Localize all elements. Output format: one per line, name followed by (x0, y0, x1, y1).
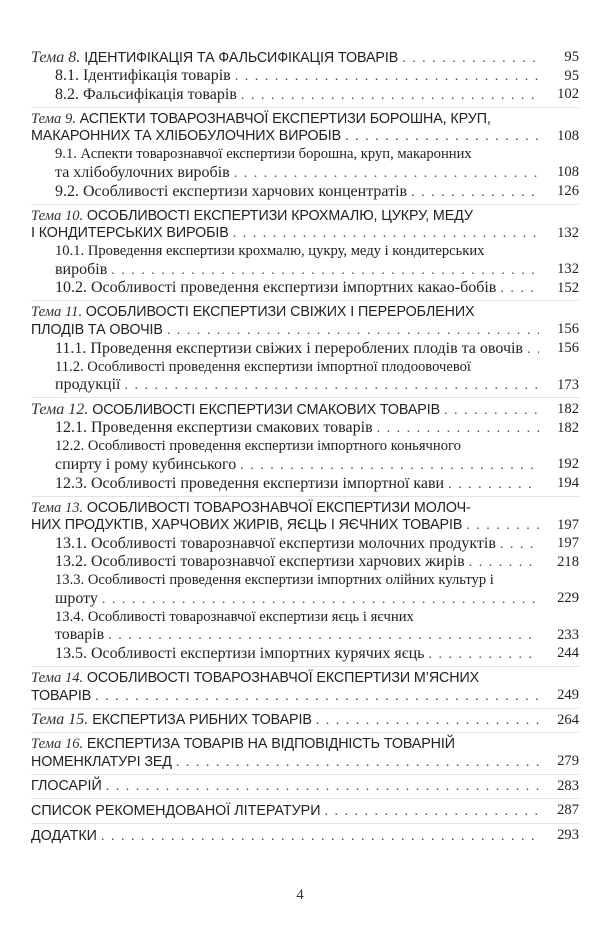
subsection-title-line: 12.2. Особливості проведення експертизи імпортного коньячного (55, 438, 461, 455)
page-number: 95 (564, 67, 579, 84)
toc-group-topic-15 (31, 709, 579, 734)
toc-entry-subsection[interactable] (31, 644, 579, 663)
toc-entry-topic[interactable] (31, 669, 579, 705)
toc-entry-topic[interactable] (31, 735, 579, 771)
toc-entry-subsection[interactable] (31, 608, 579, 645)
bibliography-title: СПИСОК РЕКОМЕНДОВАНОЇ ЛІТЕРАТУРИ (31, 803, 321, 820)
page-number: 197 (557, 516, 579, 533)
page-number: 283 (557, 777, 579, 794)
subsection-title-line: товарів (55, 626, 105, 644)
page-number: 156 (557, 321, 579, 338)
toc-group-topic-12 (31, 398, 579, 496)
page-number: 126 (557, 182, 579, 199)
dot-leader (527, 342, 539, 358)
dot-leader (241, 88, 539, 104)
toc-entry-subsection[interactable] (31, 419, 579, 438)
toc-entry-subsection[interactable] (31, 534, 579, 553)
topic-title-line: ОСОБЛИВОСТІ ТОВАРОЗНАВЧОЇ ЕКСПЕРТИЗИ МОЛОЧ- (86, 499, 471, 516)
dot-leader (345, 129, 539, 145)
toc-group-topic-11 (31, 301, 579, 398)
subsection-title: 12.1. Проведення експертизи смакових товарів (55, 419, 373, 437)
toc-entry-subsection[interactable] (31, 182, 579, 201)
page-number: 132 (557, 261, 579, 278)
dot-leader (469, 555, 539, 571)
toc-entry-topic[interactable] (31, 303, 579, 339)
topic-label: Тема 11. (31, 304, 83, 321)
toc-entry-subsection[interactable] (31, 339, 579, 358)
toc-group-topic-9 (31, 108, 579, 205)
page-number: 102 (557, 86, 579, 103)
dot-leader (234, 166, 539, 182)
dot-leader (402, 51, 539, 67)
toc-entry-subsection[interactable] (31, 85, 579, 104)
dot-leader (111, 263, 539, 279)
subsection-title: 13.2. Особливості товарознавчої експертизи харчових жирів (55, 553, 465, 571)
toc-group-glossary (31, 775, 579, 800)
toc-group-topic-13 (31, 497, 579, 668)
topic-title-line: НОМЕНКЛАТУРІ ЗЕД (31, 753, 172, 770)
page-number: 95 (564, 49, 579, 65)
dot-leader (101, 829, 539, 845)
topic-title: ІДЕНТИФІКАЦІЯ ТА ФАЛЬСИФІКАЦІЯ ТОВАРІВ (84, 49, 399, 66)
subsection-title-line: спирту і рому кубинського (55, 455, 237, 473)
page-number: 293 (557, 827, 579, 844)
toc-entry-subsection[interactable] (31, 67, 579, 86)
page-number: 152 (557, 279, 579, 296)
toc-group-appendices (31, 824, 579, 848)
topic-title-line: ТОВАРІВ (31, 687, 92, 704)
topic-label: Тема 8. (31, 48, 81, 66)
dot-leader (500, 281, 539, 297)
topic-label: Тема 13. (31, 499, 84, 516)
dot-leader (500, 537, 539, 553)
toc-entry-subsection[interactable] (31, 437, 579, 474)
page-number: 279 (557, 753, 579, 770)
dot-leader (240, 458, 539, 474)
subsection-title-line: 13.3. Особливості проведення експертизи імпортних олійних культур і (55, 572, 494, 589)
subsection-title-line: 9.1. Аспекти товарознавчої експертизи борошна, круп, макаронних (55, 146, 472, 163)
dot-leader (448, 477, 539, 493)
toc-entry-bibliography[interactable] (31, 801, 579, 820)
dot-leader (377, 421, 539, 437)
toc-entry-subsection[interactable] (31, 474, 579, 493)
glossary-title: ГЛОСАРІЙ (31, 778, 102, 795)
subsection-title-line: шроту (55, 589, 98, 607)
topic-title-line: ПЛОДІВ ТА ОВОЧІВ (31, 321, 163, 338)
page-number: 264 (557, 711, 579, 728)
toc-entry-subsection[interactable] (31, 279, 579, 298)
topic-title-line: НИХ ПРОДУКТІВ, ХАРЧОВИХ ЖИРІВ, ЯЄЦЬ І ЯЄЧНИХ ТОВАРІВ (31, 517, 463, 534)
appendices-title: ДОДАТКИ (31, 827, 97, 844)
subsection-title: 8.1. Ідентифікація товарів (55, 67, 231, 85)
dot-leader (167, 323, 539, 339)
toc-entry-glossary[interactable] (31, 777, 579, 796)
dot-leader (106, 779, 539, 795)
topic-label: Тема 12. (31, 400, 89, 418)
toc-entry-topic[interactable] (31, 711, 579, 730)
topic-label: Тема 16. (31, 736, 84, 753)
dot-leader (316, 713, 539, 729)
page-number: 192 (557, 456, 579, 473)
page-number: 108 (557, 164, 579, 181)
dot-leader (444, 403, 539, 419)
dot-leader (324, 804, 539, 820)
page-number: 194 (557, 474, 579, 491)
page-number: 156 (557, 339, 579, 356)
dot-leader (124, 378, 539, 394)
subsection-title-line: 13.4. Особливості товарознавчої експертизи яєць і яєчних (55, 608, 414, 625)
subsection-title-line: 11.2. Особливості проведення експертизи імпортної плодоовочевої (55, 358, 471, 375)
page-number: 249 (557, 687, 579, 704)
subsection-title: 8.2. Фальсифікація товарів (55, 85, 237, 103)
toc-entry-subsection[interactable] (31, 358, 579, 395)
page-number: 182 (557, 401, 579, 418)
topic-label: Тема 10. (31, 207, 84, 224)
toc-entry-subsection[interactable] (31, 145, 579, 182)
dot-leader (235, 69, 539, 85)
toc-entry-appendices[interactable] (31, 826, 579, 845)
subsection-title: 13.5. Особливості експертизи імпортних курячих яєць (55, 645, 425, 663)
page-number: 229 (557, 590, 579, 607)
dot-leader (102, 592, 539, 608)
toc-entry-topic[interactable] (31, 110, 579, 146)
toc-group-topic-14 (31, 667, 579, 709)
table-of-contents (31, 46, 579, 848)
page-number: 132 (557, 224, 579, 241)
topic-label: Тема 14. (31, 670, 84, 687)
dot-leader (428, 647, 539, 663)
subsection-title: 11.1. Проведення експертизи свіжих і перероблених плодів та овочів (55, 339, 523, 357)
subsection-title: 9.2. Особливості експертизи харчових концентратів (55, 182, 408, 200)
dot-leader (411, 185, 539, 201)
toc-entry-topic[interactable] (31, 400, 579, 419)
page-number: 197 (557, 535, 579, 552)
page-number: 173 (557, 376, 579, 393)
toc-entry-topic[interactable] (31, 499, 579, 535)
toc-entry-topic[interactable] (31, 48, 579, 67)
page-footer-number: 4 (296, 887, 304, 903)
toc-entry-topic[interactable] (31, 207, 579, 243)
page-number: 218 (557, 553, 579, 570)
toc-entry-subsection[interactable] (31, 242, 579, 279)
dot-leader (466, 518, 539, 534)
subsection-title-line: 10.1. Проведення експертизи крохмалю, цукру, меду і кондитерських (55, 243, 485, 260)
page-number: 244 (557, 645, 579, 662)
topic-title-line: І КОНДИТЕРСЬКИХ ВИРОБІВ (31, 225, 229, 242)
subsection-title-line: та хлібобулочних виробів (55, 163, 230, 181)
dot-leader (233, 226, 539, 242)
toc-group-topic-8 (31, 46, 579, 108)
topic-title-line: МАКАРОННИХ ТА ХЛІБОБУЛОЧНИХ ВИРОБІВ (31, 128, 342, 145)
page-number: 287 (557, 802, 579, 819)
page-number: 182 (557, 419, 579, 436)
dot-leader (108, 628, 539, 644)
topic-title-line: ОСОБЛИВОСТІ ЕКСПЕРТИЗИ СВІЖИХ І ПЕРЕРОБЛЕНИХ (85, 304, 475, 321)
subsection-title-line: виробів (55, 260, 108, 278)
topic-title-line: ОСОБЛИВОСТІ ТОВАРОЗНАВЧОЇ ЕКСПЕРТИЗИ М’ЯСНИХ (86, 670, 480, 687)
dot-leader (95, 689, 539, 705)
toc-entry-subsection[interactable] (31, 571, 579, 608)
dot-leader (176, 755, 539, 771)
toc-group-topic-10 (31, 205, 579, 302)
topic-title: ОСОБЛИВОСТІ ЕКСПЕРТИЗИ СМАКОВИХ ТОВАРІВ (92, 401, 441, 418)
topic-title-line: ОСОБЛИВОСТІ ЕКСПЕРТИЗИ КРОХМАЛЮ, ЦУКРУ, МЕДУ (86, 207, 473, 224)
topic-title-line: ЕКСПЕРТИЗА ТОВАРІВ НА ВІДПОВІДНІСТЬ ТОВАРНІЙ (86, 736, 455, 753)
subsection-title: 10.2. Особливості проведення експертизи імпортних какао-бобів (55, 279, 497, 297)
page-number: 108 (557, 127, 579, 144)
topic-title-line: АСПЕКТИ ТОВАРОЗНАВЧОЇ ЕКСПЕРТИЗИ БОРОШНА, КРУП, (79, 110, 491, 127)
topic-label: Тема 15. (31, 711, 89, 729)
topic-label: Тема 9. (31, 110, 76, 127)
toc-group-bibliography (31, 799, 579, 824)
subsection-title: 13.1. Особливості товарознавчої експертизи молочних продуктів (55, 534, 496, 552)
topic-title: ЕКСПЕРТИЗА РИБНИХ ТОВАРІВ (92, 712, 312, 729)
toc-group-topic-16 (31, 733, 579, 775)
subsection-title: 12.3. Особливості проведення експертизи імпортної кави (55, 474, 445, 492)
page-number: 233 (557, 626, 579, 643)
toc-entry-subsection[interactable] (31, 553, 579, 572)
subsection-title-line: продукції (55, 376, 121, 394)
